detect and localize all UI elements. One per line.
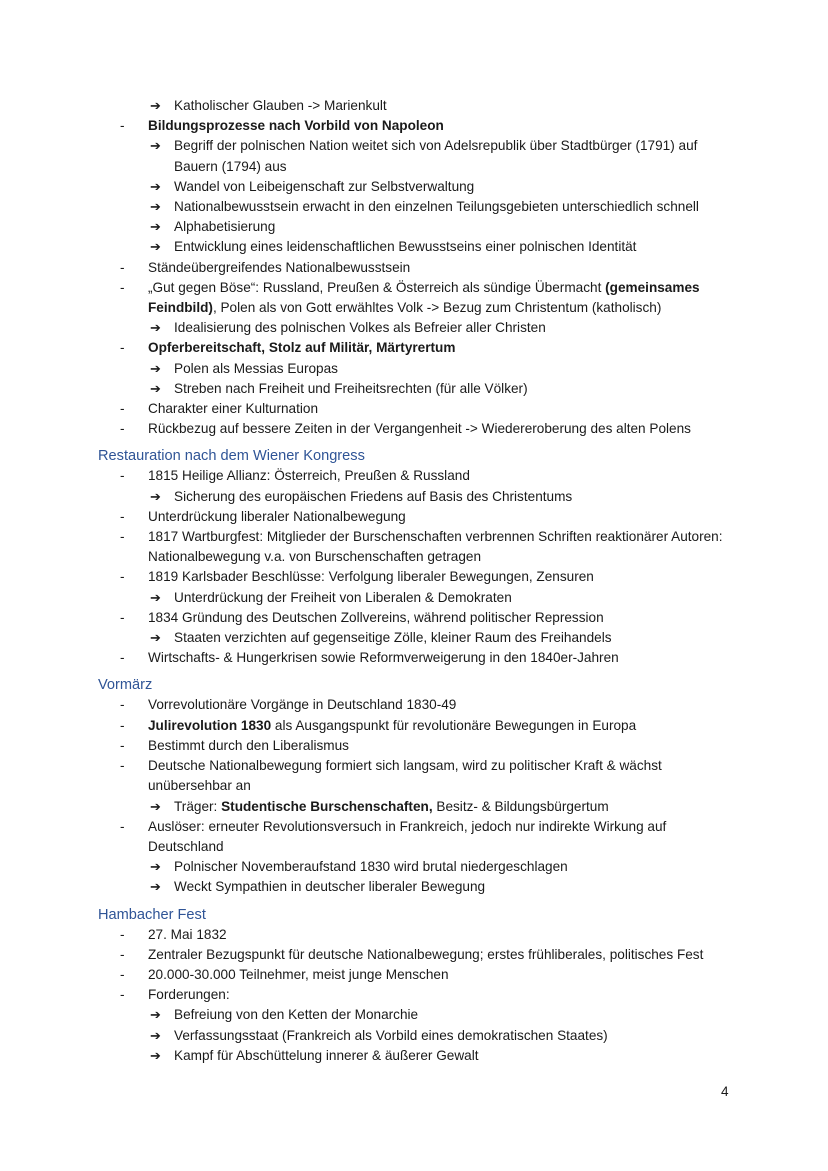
sub-list-item (98, 487, 738, 507)
list-item (98, 985, 738, 1005)
list-item (98, 945, 738, 965)
list-item (98, 817, 738, 857)
list-item (98, 756, 738, 796)
dash-bullet: - (120, 650, 125, 666)
text-run: 1834 Gründung des Deutschen Zollvereins, während politischer Repression (148, 609, 604, 625)
text-run: Alphabetisierung (174, 219, 276, 235)
text-run: Wirtschafts- & Hungerkrisen sowie Reformverweigerung in den 1840er-Jahren (148, 650, 619, 666)
text-run: Streben nach Freiheit und Freiheitsrechten (für alle Völker) (174, 380, 528, 396)
dash-bullet: - (120, 717, 125, 733)
list-item (98, 608, 738, 628)
text-run: Forderungen: (148, 987, 230, 1003)
dash-bullet: - (120, 421, 125, 437)
right-arrow-icon: ➔ (150, 138, 161, 154)
dash-bullet: - (120, 340, 125, 356)
right-arrow-icon: ➔ (150, 1047, 161, 1063)
right-arrow-icon: ➔ (150, 360, 161, 376)
text-run: Deutsche Nationalbewegung formiert sich langsam, wird zu politischer Kraft & wächst unübersehbar an (148, 758, 662, 794)
text-run: Träger: (174, 798, 222, 814)
document-body (98, 96, 738, 1066)
sub-list-item (98, 379, 738, 399)
text-run: Unterdrückung liberaler Nationalbewegung (148, 508, 406, 524)
dash-bullet: - (120, 697, 125, 713)
text-run: Verfassungsstaat (Frankreich als Vorbild eines demokratischen Staates) (174, 1027, 608, 1043)
dash-bullet: - (120, 609, 125, 625)
right-arrow-icon: ➔ (150, 320, 161, 336)
text-run: Entwicklung eines leidenschaftlichen Bewusstseins einer polnischen Identität (174, 239, 637, 255)
text-run: Katholischer Glauben -> Marienkult (174, 98, 387, 113)
list-item (98, 567, 738, 587)
dash-bullet: - (120, 946, 125, 962)
list-item (98, 648, 738, 668)
text-run: Unterdrückung der Freiheit von Liberalen & Demokraten (174, 589, 512, 605)
right-arrow-icon: ➔ (150, 219, 161, 235)
list-item (98, 419, 738, 439)
text-run: Befreiung von den Ketten der Monarchie (174, 1007, 419, 1023)
list-item (98, 338, 738, 358)
section (98, 446, 738, 668)
list-item (98, 399, 738, 419)
list-item (98, 925, 738, 945)
dash-bullet: - (120, 508, 125, 524)
sub-list-item (98, 197, 738, 217)
text-run: , Polen als von Gott erwähltes Volk -> Bezug zum Christentum (katholisch) (212, 300, 662, 316)
text-run: Begriff der polnischen Nation weitet sich von Adelsrepublik über Stadtbürger (1791) auf Bauern (1794) aus (174, 138, 698, 174)
sub-list-item (98, 1026, 738, 1046)
section-heading: Restauration nach dem Wiener Kongress (98, 448, 365, 465)
text-run: Nationalbewusstsein erwacht in den einzelnen Teilungsgebieten unterschiedlich schnell (174, 199, 699, 215)
text-run: 27. Mai 1832 (148, 926, 227, 942)
right-arrow-icon: ➔ (150, 239, 161, 255)
text-run: Staaten verzichten auf gegenseitige Zölle, kleiner Raum des Freihandels (174, 630, 612, 646)
list-item (98, 507, 738, 527)
right-arrow-icon: ➔ (150, 1007, 161, 1023)
section (98, 905, 738, 1066)
sub-list-item (98, 588, 738, 608)
text-run: Sicherung des europäischen Friedens auf Basis des Christentums (174, 488, 573, 504)
list-item (98, 965, 738, 985)
text-run: 1815 Heilige Allianz: Österreich, Preußen & Russland (148, 468, 470, 484)
dash-bullet: - (120, 737, 125, 753)
list-item (98, 116, 738, 136)
sub-list-item (98, 877, 738, 897)
text-run: Rückbezug auf bessere Zeiten in der Vergangenheit -> Wiedereroberung des alten Polens (148, 421, 691, 437)
sub-list-item (98, 628, 738, 648)
dash-bullet: - (120, 818, 125, 834)
dash-bullet: - (120, 401, 125, 417)
text-run: 20.000-30.000 Teilnehmer, meist junge Menschen (148, 966, 449, 982)
list-item (98, 527, 738, 567)
bold-text: (gemeinsames Feindbild) (148, 279, 700, 316)
dash-bullet: - (120, 758, 125, 774)
text-run: Besitz- & Bildungsbürgertum (432, 798, 609, 814)
list-item (98, 278, 738, 318)
text-run: Ständeübergreifendes Nationalbewusstsein (148, 259, 411, 275)
sub-list-item (98, 857, 738, 877)
text-run: Kampf für Abschüttelung innerer & äußerer Gewalt (174, 1047, 479, 1063)
right-arrow-icon: ➔ (150, 98, 161, 113)
section-heading: Vormärz (98, 677, 153, 694)
section (98, 675, 738, 897)
sub-list-item (98, 318, 738, 338)
right-arrow-icon: ➔ (150, 1027, 161, 1043)
text-run: Polen als Messias Europas (174, 360, 338, 376)
bold-text: Studentische Burschenschaften, (221, 798, 433, 814)
text-run: als Ausgangspunkt für revolutionäre Bewegungen in Europa (271, 717, 637, 733)
sub-list-item (98, 1046, 738, 1066)
text-run: Charakter einer Kulturnation (148, 401, 319, 417)
sub-list-item (98, 136, 738, 176)
right-arrow-icon: ➔ (150, 488, 161, 504)
bold-text: Julirevolution 1830 (148, 717, 272, 733)
text-run: Vorrevolutionäre Vorgänge in Deutschland 1830-49 (148, 697, 457, 713)
right-arrow-icon: ➔ (150, 879, 161, 895)
text-run: Wandel von Leibeigenschaft zur Selbstverwaltung (174, 178, 475, 194)
dash-bullet: - (120, 987, 125, 1003)
dash-bullet: - (120, 259, 125, 275)
right-arrow-icon: ➔ (150, 199, 161, 215)
dash-bullet: - (120, 529, 125, 545)
dash-bullet: - (120, 966, 125, 982)
sub-list-item (98, 1005, 738, 1025)
text-run: „Gut gegen Böse“: Russland, Preußen & Österreich als sündige Übermacht (148, 279, 606, 295)
dash-bullet: - (120, 118, 125, 134)
right-arrow-icon: ➔ (150, 380, 161, 396)
sub-list-item (98, 797, 738, 817)
right-arrow-icon: ➔ (150, 178, 161, 194)
dash-bullet: - (120, 279, 125, 295)
bold-text: Bildungsprozesse nach Vorbild von Napoleon (148, 118, 444, 134)
bold-text: Opferbereitschaft, Stolz auf Militär, Märtyrertum (148, 340, 456, 356)
sub-list-item (98, 96, 738, 116)
text-run: Weckt Sympathien in deutscher liberaler Bewegung (174, 879, 486, 895)
text-run: Idealisierung des polnischen Volkes als Befreier aller Christen (174, 320, 546, 336)
right-arrow-icon: ➔ (150, 630, 161, 646)
section-heading: Hambacher Fest (98, 906, 206, 923)
dash-bullet: - (120, 468, 125, 484)
dash-bullet: - (120, 569, 125, 585)
text-run: Auslöser: erneuter Revolutionsversuch in Frankreich, jedoch nur indirekte Wirkung auf Deutschland (148, 818, 667, 854)
sub-list-item (98, 217, 738, 237)
text-run: 1817 Wartburgfest: Mitglieder der Burschenschaften verbrennen Schriften reaktionärer Autoren: Nationalbewegung v.a. von Burschenschaften getragen (148, 529, 723, 565)
list-item (98, 466, 738, 486)
sub-list-item (98, 237, 738, 257)
list-item (98, 258, 738, 278)
text-run: Bestimmt durch den Liberalismus (148, 737, 349, 753)
page-number: 4 (721, 1084, 729, 1099)
sub-list-item (98, 359, 738, 379)
list-item (98, 695, 738, 715)
list-item (98, 736, 738, 756)
right-arrow-icon: ➔ (150, 859, 161, 875)
list-item (98, 716, 738, 736)
text-run: Polnischer Novemberaufstand 1830 wird brutal niedergeschlagen (174, 859, 568, 875)
text-run: 1819 Karlsbader Beschlüsse: Verfolgung liberaler Bewegungen, Zensuren (148, 569, 594, 585)
text-run: Zentraler Bezugspunkt für deutsche Nationalbewegung; erstes frühliberales, politisches Fest (148, 946, 704, 962)
sub-list-item (98, 177, 738, 197)
dash-bullet: - (120, 926, 125, 942)
right-arrow-icon: ➔ (150, 589, 161, 605)
section (98, 96, 738, 439)
right-arrow-icon: ➔ (150, 798, 161, 814)
